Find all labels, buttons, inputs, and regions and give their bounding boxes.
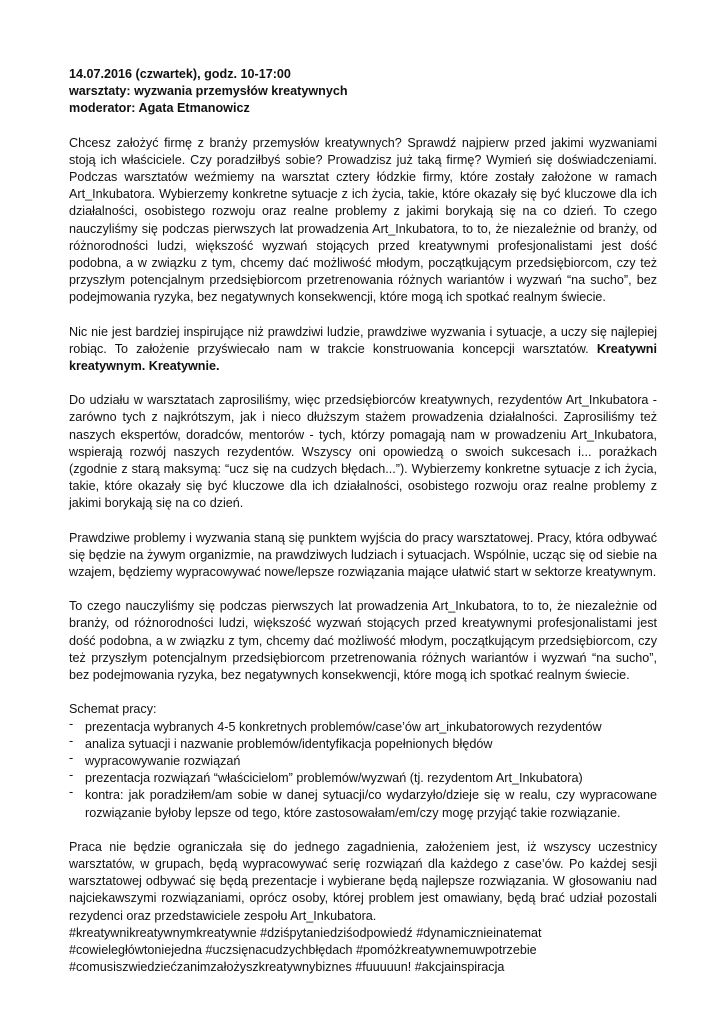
hashtag-line: #cowieległówtoniejedna #uczsięnacudzychbłędach #pomóżkreatywnemuwpotrzebie <box>69 942 537 957</box>
event-title: warsztaty: wyzwania przemysłów kreatywnych <box>69 84 348 99</box>
hashtag-line: #comusiszwiedziećzanimzałożyszkreatywnybiznes #fuuuuun! #akcjainspiracja <box>69 960 505 975</box>
schemat-title: Schemat pracy: <box>69 702 157 717</box>
list-item-text: prezentacja rozwiązań “właścicielom” problemów/wyzwań (tj. rezydentom Art_Inkubatora) <box>85 771 583 786</box>
schemat-list <box>69 716 657 822</box>
hashtag-line: #kreatywnikreatywnymkreatywnie #dziśpytaniedziśodpowiedź #dynamicznieinatemat <box>69 925 542 940</box>
inspiration-motto: Kreatywni kreatywnym. Kreatywnie. <box>69 341 658 374</box>
list-item-text: wypracowywanie rozwiązań <box>85 753 241 768</box>
list-item <box>69 770 657 787</box>
dash-bullet: - <box>69 768 74 783</box>
inspiration-text: Nic nie jest bardziej inspirujące niż prawdziwi ludzie, prawdziwe wyzwania i sytuacje, a uczy się najlepiej robiąc. To założenie przyświecało nam w trakcie konstruowania koncepcji warsztatów. <box>69 324 657 356</box>
event-date: 14.07.2016 (czwartek), godz. 10-17:00 <box>69 67 291 81</box>
dash-bullet: - <box>69 716 74 731</box>
closing-paragraph: Praca nie będzie ograniczała się do jednego zagadnienia, założeniem jest, iż wszyscy uczestnicy warsztatów, w grupach, będą wypracowywać serię rozwiązań dla każdego z case’ów. Po każdej sesji warsztatowej odbywać się będą prezentacje i wybierane będą najlepsze rozwiązania. W głosowaniu nad najciekawszymi rozwiązaniami, oprócz osoby, której problem jest omawiany, będą brać udział pozostali rezydenci oraz przedstawiciele zespołu Art_Inkubatora. <box>69 839 657 923</box>
list-item-text: kontra: jak poradziłem/am sobie w danej sytuacji/co wydarzyło/dzieje się w realu, czy wypracowane rozwiązanie byłoby lepsze od tego, które zastosowałam/em/czy mogę przyjąć takie rozwiązanie. <box>85 788 657 820</box>
list-item <box>69 750 657 770</box>
document-page <box>69 66 657 976</box>
list-item <box>69 733 657 753</box>
problems-paragraph: Prawdziwe problemy i wyzwania staną się punktem wyjścia do pracy warsztatowej. Pracy, która odbywać się będzie na żywym organizmie, na prawdziwych ludziach i sytuacjach. Wspólnie, ucząc się od siebie na wzajem, będziemy wypracowywać nowe/lepsze rozwiązania mające ułatwić start w sektorze kreatywnym. <box>69 530 657 580</box>
event-moderator: moderator: Agata Etmanowicz <box>69 101 250 116</box>
list-item <box>69 787 657 821</box>
dash-bullet: - <box>69 750 74 765</box>
list-item <box>69 716 657 736</box>
lessons-paragraph: To czego nauczyliśmy się podczas pierwszych lat prowadzenia Art_Inkubatora, to to, że niezależnie od branży, od różnorodności ludzi, większość wyzwań stojących przed kreatywnymi profesjonalistami jest dość podobna, a w związku z tym, chcemy dać możliwość młodym, początkującym przedsiębiorcom, czy też przyszłym potencjalnym przedsiębiorcom przetrenowania różnych wariantów i wyzwań “na sucho”, bez podejmowania ryzyka, bez negatywnych konsekwencji, które mogą ich spotkać realnym świecie. <box>69 599 657 683</box>
intro-paragraph: Chcesz założyć firmę z branży przemysłów kreatywnych? Sprawdź najpierw przed jakimi wyzwaniami stoją ich właściciele. Czy poradziłbyś sobie? Prowadzisz już taką firmę? Wymień się doświadczeniami. Podczas warsztatów weźmiemy na warsztat cztery łódzkie firmy, które zostały założone w ramach Art_Inkubatora. Wybierzemy konkretne sytuacje z ich życia, takie, które okazały się być kluczowe dla ich działalności, osobistego rozwoju oraz realne problemy z jakimi borykają się na co dzień. To czego nauczyliśmy się podczas pierwszych lat prowadzenia Art_Inkubatora, to to, że niezależnie od branży, od różnorodności ludzi, większość wyzwań stojących przed kreatywnymi profesjonalistami jest dość podobna, a w związku z tym, chcemy dać możliwość młodym, początkującym przedsiębiorcom, czy też przyszłym potencjalnym przedsiębiorcom przetrenowania różnych wariantów i wyzwań “na sucho”, bez podejmowania ryzyka, bez negatywnych konsekwencji, które mogą ich spotkać realnym świecie. <box>69 135 657 305</box>
dash-bullet: - <box>69 733 74 748</box>
dash-bullet: - <box>69 785 74 800</box>
participants-paragraph: Do udziału w warsztatach zaprosiliśmy, więc przedsiębiorców kreatywnych, rezydentów Art_Inkubatora - zarówno tych z najkrótszym, jak i nieco dłuższym stażem prowadzenia działalności. Zaprosiliśmy też naszych ekspertów, doradców, mentorów - tych, którzy pomagają nam w prowadzeniu Art_Inkubatora, wspierają rozwój naszych rezydentów. Wszyscy oni opowiedzą o swoich sukcesach i... porażkach (zgodnie z starą maksymą: “ucz się na cudzych błędach...”). Wybierzemy konkretne sytuacje z ich życia, takie, które okazały się być kluczowe dla ich działalności, osobistego rozwoju oraz realne problemy z jakimi borykają się na co dzień. <box>69 393 657 511</box>
event-header <box>69 66 657 118</box>
inspiration-paragraph <box>69 324 657 376</box>
list-item-text: prezentacja wybranych 4-5 konkretnych problemów/case’ów art_inkubatorowych rezydentów <box>85 719 602 734</box>
list-item-text: analiza sytuacji i nazwanie problemów/identyfikacja popełnionych błędów <box>85 736 493 751</box>
